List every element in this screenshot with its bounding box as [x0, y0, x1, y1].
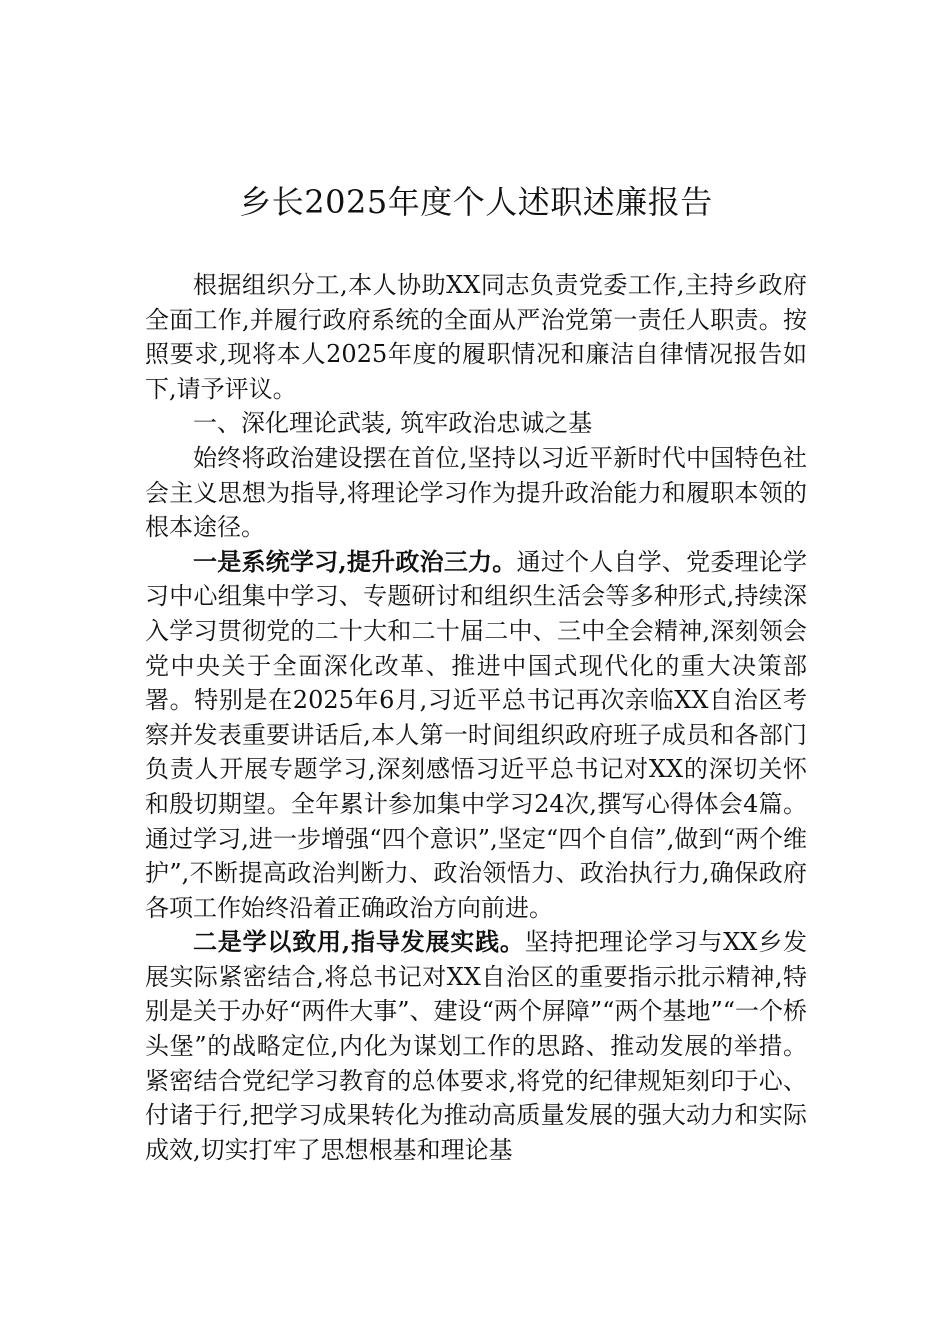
point-2-text: 坚持把理论学习与XX乡发展实际紧密结合,将总书记对XX自治区的重要指示批示精神,特别是关于办好“两件大事”、建设“两个屏障”“两个基地”“一个桥头堡”的战略定位,内化为谋划工作的思路、推动发展的举措。紧密结合党纪学习教育的总体要求,将党的纪律规矩刻印于心、付诸于行,把学习成果转化为推动高质量发展的强大动力和实际成效,切实打牢了思想根基和理论基: [145, 928, 808, 1164]
point-2-paragraph: [145, 925, 807, 1167]
document-page: [145, 0, 807, 1344]
point-2-lead: 二是学以致用,指导发展实践。: [193, 927, 525, 957]
point-1-lead: 一是系统学习,提升政治三力。: [193, 546, 517, 576]
section-1-intro-paragraph: 始终将政治建设摆在首位,坚持以习近平新时代中国特色社会主义思想为指导,将理论学习作为提升政治能力和履职本领的根本途径。: [145, 443, 807, 542]
section-1-heading: 一、深化理论武装, 筑牢政治忠诚之基: [193, 409, 593, 438]
document-title: 乡长2025年度个人述职述廉报告: [239, 183, 713, 221]
document-body: [145, 268, 807, 1167]
point-1-paragraph: [145, 545, 807, 926]
intro-paragraph: 根据组织分工,本人协助XX同志负责党委工作,主持乡政府全面工作,并履行政府系统的全面从严治党第一责任人职责。按照要求,现将本人2025年度的履职情况和廉洁自律情况报告如下,请予评议。: [145, 271, 807, 403]
point-1-text: 通过个人自学、党委理论学习中心组集中学习、专题研讨和组织生活会等多种形式,持续深入学习贯彻党的二十大和二十届二中、三中全会精神,深刻领会党中央关于全面深化改革、推进中国式现代化的重大决策部署。特别是在2025年6月,习近平总书记再次亲临XX自治区考察并发表重要讲话后,本人第一时间组织政府班子成员和各部门负责人开展专题学习,深刻感悟习近平总书记对XX的深切关怀和殷切期望。全年累计参加集中学习24次,撰写心得体会4篇。通过学习,进一步增强“四个意识”,坚定“四个自信”,做到“两个维护”,不断提高政治判断力、政治领悟力、政治执行力,确保政府各项工作始终沿着正确政治方向前进。: [145, 547, 807, 922]
